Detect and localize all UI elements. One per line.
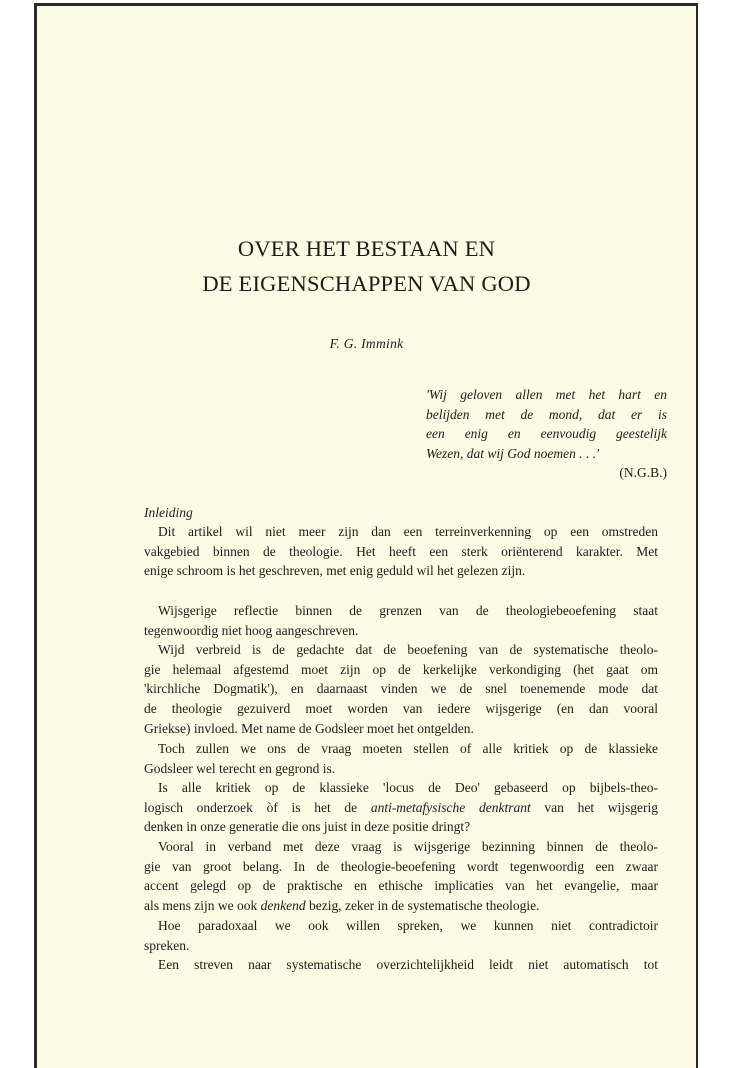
text-line — [144, 798, 658, 818]
text-line: de theologie gezuiverd moet worden van iedere wijsgerige (en dan vooral — [144, 701, 658, 717]
text-run: als mens zijn we ook — [144, 898, 261, 914]
text-line: Toch zullen we ons de vraag moeten stellen of alle kritiek op de klassieke — [158, 741, 658, 756]
body-paragraph — [144, 837, 658, 916]
epigraph-quote — [426, 385, 667, 483]
text-line: Wijd verbreid is de gedachte dat de beoefening van de systematische theolo- — [158, 642, 658, 657]
text-line: gie van groot belang. In de theologie-beoefening wordt tegenwoordig een zwaar — [144, 858, 658, 874]
text-line: Is alle kritiek op de klassieke 'locus de Deo' gebaseerd op bijbels-theo- — [158, 780, 658, 795]
text-run: logisch onderzoek òf is het de — [144, 799, 371, 815]
article-author: F. G. Immink — [329, 336, 404, 351]
text-line: denken in onze generatie die ons juist in deze positie dringt? — [144, 819, 471, 835]
emphasized-phrase: anti-metafysische denktrant — [370, 799, 531, 815]
article-title-line-2: DE EIGENSCHAPPEN VAN GOD — [202, 271, 531, 296]
text-line: spreken. — [144, 937, 190, 953]
body-paragraph — [144, 916, 658, 955]
epigraph-source: (N.G.B.) — [619, 465, 667, 480]
body-paragraph — [144, 640, 658, 739]
journal-page — [34, 3, 698, 1068]
text-line: gie helemaal afgestemd moet zijn op de kerkelijke verkondiging (het gaat om — [144, 661, 658, 677]
body-paragraph — [144, 955, 658, 975]
article-title-line-1: OVER HET BESTAAN EN — [237, 236, 496, 261]
text-line — [144, 896, 658, 916]
epigraph-line: 'Wij geloven allen met het hart en — [426, 387, 667, 402]
text-line: enige schroom is het geschreven, met enig geduld wil het gelezen zijn. — [144, 563, 526, 579]
text-line: tegenwoordig niet hoog aangeschreven. — [144, 622, 359, 638]
emphasized-word: denkend — [260, 898, 306, 914]
text-line: Vooral in verband met deze vraag is wijsgerige bezinning binnen de theolo- — [158, 839, 658, 854]
text-line: Griekse) invloed. Met name de Godsleer moet het ontgelden. — [144, 720, 474, 736]
text-line: vakgebied binnen de theologie. Het heeft een sterk oriënterend karakter. Met — [144, 543, 658, 559]
text-line: Wijsgerige reflectie binnen de grenzen van de theologiebeoefening staat — [158, 603, 658, 618]
epigraph-line: belijden met de mond, dat er is — [426, 406, 667, 422]
body-paragraph — [144, 522, 658, 581]
epigraph-line: Wezen, dat wij God noemen . . .' — [426, 445, 599, 461]
text-line: accent gelegd op de praktische en ethische implicaties van het evangelie, maar — [144, 878, 658, 894]
text-line: 'kirchliche Dogmatik'), en daarnaast vinden we de snel toenemende mode dat — [144, 681, 658, 697]
body-paragraph — [144, 739, 658, 778]
text-run: bezig, zeker in de systematische theologie. — [305, 898, 540, 914]
article-title — [37, 231, 696, 301]
body-paragraph — [144, 601, 658, 640]
text-line: Een streven naar systematische overzichtelijkheid leidt niet automatisch tot — [158, 957, 658, 972]
text-line: Hoe paradoxaal we ook willen spreken, we kunnen niet contradictoir — [158, 918, 658, 933]
text-line: Dit artikel wil niet meer zijn dan een terreinverkenning op een omstreden — [158, 524, 658, 539]
text-line: Godsleer wel terecht en gegrond is. — [144, 760, 336, 776]
body-paragraph — [144, 778, 658, 837]
epigraph-line: een enig en eenvoudig geestelijk — [426, 426, 667, 441]
text-run: van het wijsgerig — [530, 799, 658, 815]
section-heading: Inleiding — [144, 505, 193, 520]
